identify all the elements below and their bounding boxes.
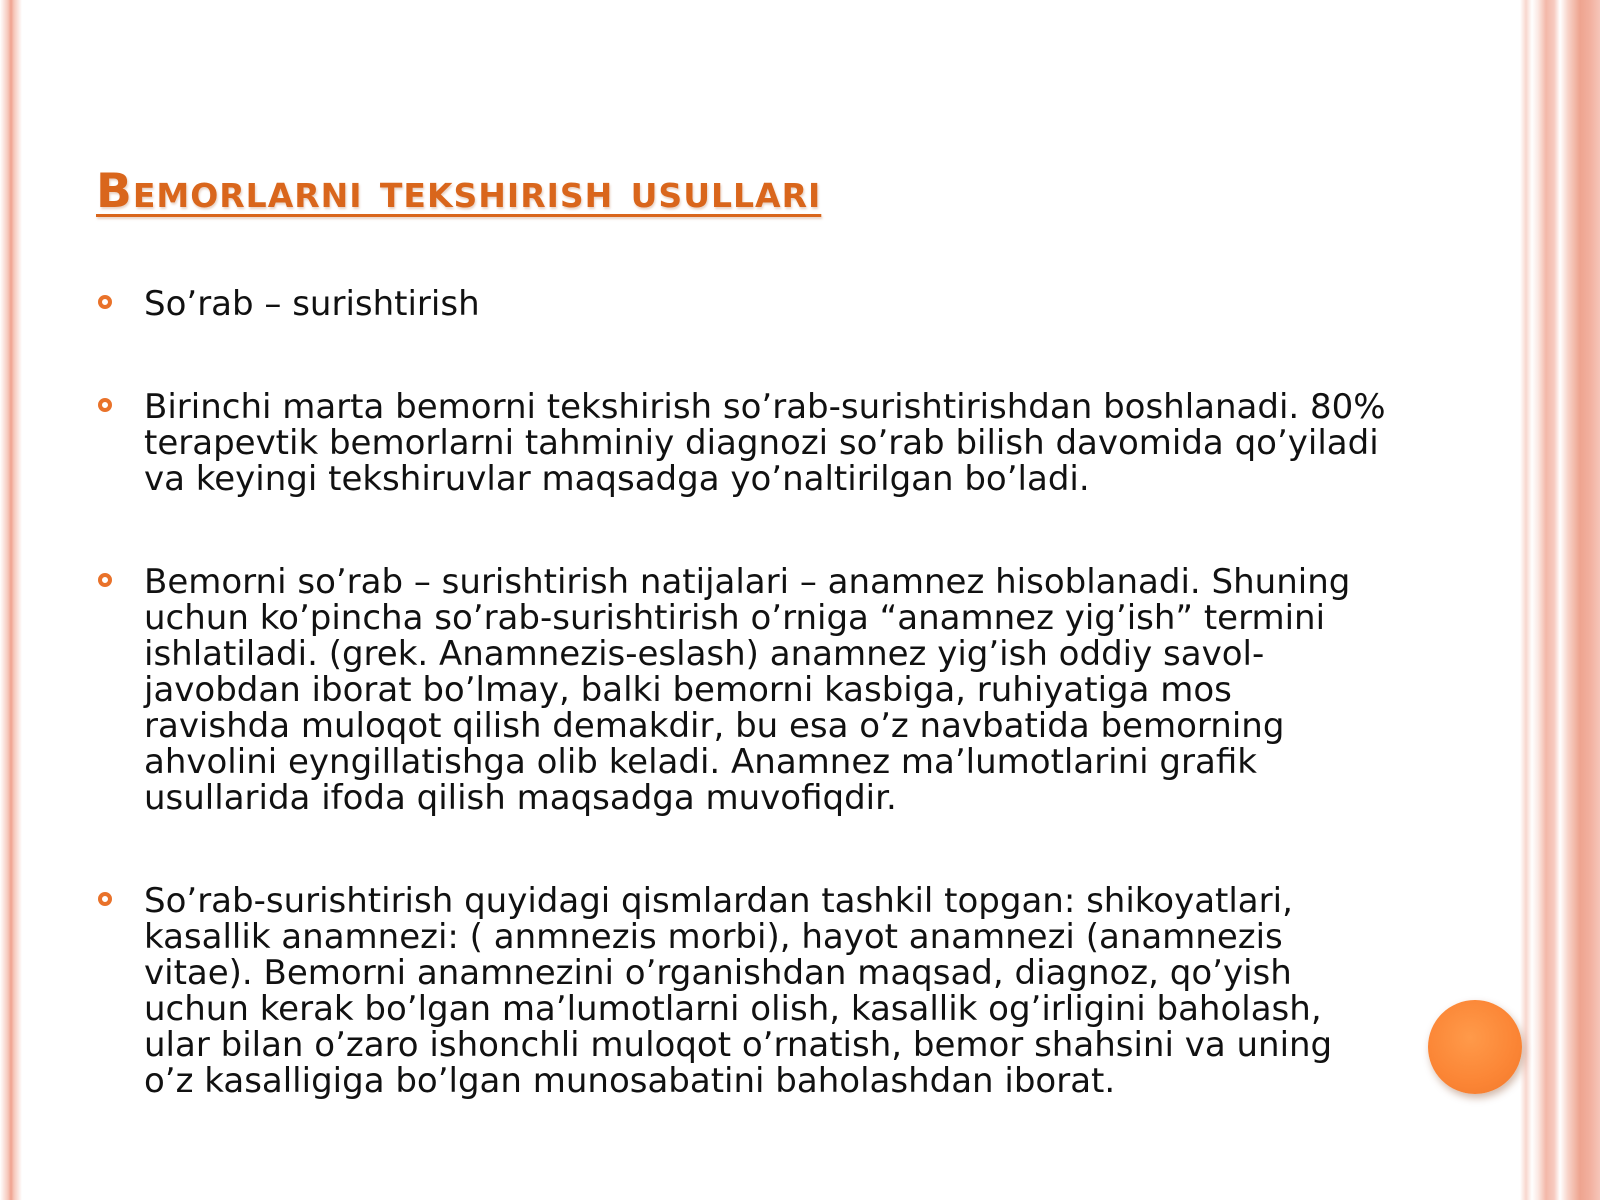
- bullet-list: [96, 286, 1386, 1166]
- right-decorative-band: [1520, 0, 1600, 1200]
- left-decorative-stripe: [0, 0, 22, 1200]
- bullet-item: [96, 564, 1386, 816]
- hollow-circle-bullet-icon: [98, 573, 112, 587]
- bullet-item: [96, 883, 1386, 1099]
- bullet-text: Birinchi marta bemorni tekshirish so’rab-surishtirishdan boshlanadi. 80% terapevtik bemorlarni tahminiy diagnozi so’rab bilish davomida qo’yiladi va keyingi tekshiruvlar maqsadga yo’naltirilgan bo’ladi.: [144, 387, 1386, 499]
- bullet-text: So’rab – surishtirish: [144, 284, 480, 324]
- bullet-item: [96, 286, 1386, 322]
- bullet-text: Bemorni so’rab – surishtirish natijalari – anamnez hisoblanadi. Shuning uchun ko’pincha so’rab-surishtirish o’rniga “anamnez yig’ish” termini ishlatiladi. (grek. Anamnezis-eslash) anamnez yig’ish oddiy savol-javobdan iborat bo’lmay, balki bemorni kasbiga, ruhiyatiga mos ravishda muloqot qilish demakdir, bu esa o’z navbatida bemorning ahvolini eyngillatishga olib keladi. Anamnez ma’lumotlarini grafik usullarida ifoda qilish maqsadga muvofiqdir.: [144, 562, 1351, 818]
- orange-circle-decoration: [1428, 1000, 1522, 1094]
- hollow-circle-bullet-icon: [98, 398, 112, 412]
- hollow-circle-bullet-icon: [98, 295, 112, 309]
- hollow-circle-bullet-icon: [98, 892, 112, 906]
- slide-title: Bemorlarni tekshirish usullari: [96, 164, 822, 219]
- bullet-text: So’rab-surishtirish quyidagi qismlardan tashkil topgan: shikoyatlari, kasallik anamnezi: ( anmnezis morbi), hayot anamnezi (anamnezis vitae). Bemorni anamnezini o’rganishdan maqsad, diagnoz, qo’yish uchun kerak bo’lgan ma’lumotlarni olish, kasallik og’irligini baholash, ular bilan o’zaro ishonchli muloqot o’rnatish, bemor shahsini va uning o’z kasalligiga bo’lgan munosabatini baholashdan iborat.: [144, 881, 1333, 1101]
- bullet-item: [96, 389, 1386, 497]
